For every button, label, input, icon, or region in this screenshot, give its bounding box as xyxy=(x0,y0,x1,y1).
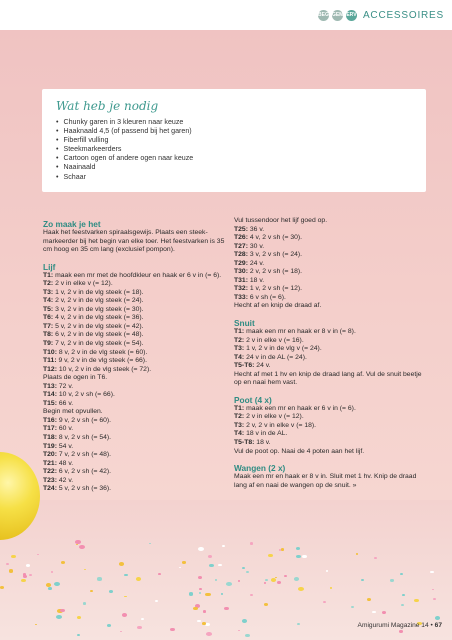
intro-text: Haak het feestvarken spiraalsgewijs. Plaats een steek-markeerder bij het begin van elke toer. Het feestvarken is 35 cm hoog en 35 cm lang (exclusief pompon). xyxy=(43,229,225,254)
instruction-row xyxy=(43,289,226,298)
instruction-row xyxy=(43,451,226,460)
confetti-dot xyxy=(208,555,212,558)
materials-item: • Naainaald xyxy=(56,163,193,172)
row-label: T33: xyxy=(234,293,248,301)
row-label: T5-T6: xyxy=(234,362,255,370)
confetti-dot xyxy=(83,602,86,604)
instruction-row xyxy=(234,226,424,235)
instruction-row xyxy=(234,430,424,439)
confetti-dot xyxy=(61,561,65,564)
row-text: Begin met opvullen. xyxy=(43,408,103,416)
confetti-dot xyxy=(275,577,277,579)
instruction-row xyxy=(43,331,226,340)
row-text: 7 v, 2 v in de vlg steek (= 54). xyxy=(53,340,144,348)
confetti-dot xyxy=(155,600,157,602)
row-text: 10 v, 2 v sh (= 66). xyxy=(56,391,115,399)
instruction-row xyxy=(234,243,424,252)
confetti-dot xyxy=(242,619,247,623)
confetti-dot xyxy=(182,561,186,563)
confetti-dot xyxy=(60,609,64,612)
instruction-row xyxy=(43,297,226,306)
instruction-row xyxy=(43,272,226,281)
instruction-row xyxy=(43,366,226,375)
confetti-dot xyxy=(221,593,223,595)
row-text: 1 v, 2 v in de vlg steek (= 18). xyxy=(53,288,144,296)
materials-item: • Cartoon ogen of andere ogen naar keuze xyxy=(56,154,193,163)
instruction-row xyxy=(234,302,424,311)
row-text: 5 v, 2 v sh (= 36). xyxy=(56,485,112,493)
confetti-dot xyxy=(296,547,300,550)
instruction-row xyxy=(43,374,226,383)
instruction-row xyxy=(43,280,226,289)
confetti-dot xyxy=(75,540,80,544)
row-text: 4 v, 2 v in de vlg steek (= 36). xyxy=(53,314,144,322)
row-text: 48 v. xyxy=(56,459,74,467)
materials-list xyxy=(56,118,193,182)
instruction-row xyxy=(43,314,226,323)
confetti-dot xyxy=(170,628,175,632)
row-text: maak een mr met de hoofdkleur en haak er 6 v in (= 6). xyxy=(53,271,222,279)
instruction-row xyxy=(43,306,226,315)
row-label: T13: xyxy=(43,382,57,390)
left-column xyxy=(43,217,226,494)
row-label: T30: xyxy=(234,268,248,276)
instruction-row xyxy=(234,439,424,448)
confetti-dot xyxy=(29,574,32,576)
confetti-dot xyxy=(0,586,4,589)
row-text: 7 v, 2 v sh (= 48). xyxy=(56,451,112,459)
section-label: ACCESSOIRES xyxy=(362,10,444,21)
instruction-row xyxy=(234,337,424,346)
instruction-row xyxy=(43,383,226,392)
poot-rows xyxy=(234,405,424,456)
row-text: 10 v, 2 v in de vlg steek (= 72). xyxy=(56,365,152,373)
row-label: T1: xyxy=(234,404,245,412)
page-footer xyxy=(358,622,442,629)
row-text: 18 v. xyxy=(247,276,265,284)
row-text: 1 v, 2 v in de vlg v (= 24). xyxy=(244,345,322,353)
row-text: 5 v, 2 v in de vlg steek (= 42). xyxy=(53,322,144,330)
row-label: T6: xyxy=(43,314,54,322)
row-label: T8: xyxy=(43,331,54,339)
row-text: 54 v. xyxy=(56,442,74,450)
row-text: 3 v, 2 v in de vlg steek (= 30). xyxy=(53,305,144,313)
wangen-text: Maak een mr en haak er 8 v in. Sluit met 1 hv. Knip de draad lang af en naai de wangen op de snuit. » xyxy=(234,473,417,489)
instruction-row xyxy=(43,468,226,477)
row-label: T16: xyxy=(43,416,57,424)
confetti-dot xyxy=(264,603,268,606)
row-label: T19: xyxy=(43,442,57,450)
confetti-dot xyxy=(250,542,253,544)
row-text: 18 v. xyxy=(254,439,271,447)
row-text: 72 v. xyxy=(56,382,74,390)
materials-item: • Haaknaald 4,5 (of passend bij het garen) xyxy=(56,127,193,136)
row-label: T3: xyxy=(43,288,54,296)
wangen-heading: Wangen (2 x) xyxy=(234,463,286,474)
section-tag xyxy=(318,10,444,21)
instruction-row xyxy=(234,251,424,260)
right-column xyxy=(234,217,424,490)
row-text: 36 v. xyxy=(247,225,265,233)
row-label: T15: xyxy=(43,399,57,407)
instruction-row xyxy=(43,391,226,400)
confetti-dot xyxy=(202,622,206,625)
row-text: 2 v in elke v (= 12). xyxy=(53,280,113,288)
materials-card xyxy=(42,89,426,192)
row-text: 24 v in de AL (= 24). xyxy=(244,353,307,361)
instruction-row xyxy=(43,323,226,332)
row-label: T21: xyxy=(43,459,57,467)
instruction-row xyxy=(234,328,424,337)
instruction-row xyxy=(234,285,424,294)
row-text: 24 v. xyxy=(254,362,271,370)
confetti-dot xyxy=(400,573,403,575)
body-heading: Lijf xyxy=(43,261,56,272)
instruction-row xyxy=(43,417,226,426)
row-text: 1 v, 2 v sh (= 12). xyxy=(247,285,303,293)
instruction-row xyxy=(234,371,424,388)
confetti-dot xyxy=(294,577,299,581)
row-label: T11: xyxy=(43,357,57,365)
category-dot-2: GEM xyxy=(332,10,343,21)
row-text: 9 v, 2 v sh (= 60). xyxy=(56,416,112,424)
row-label: T4: xyxy=(234,430,245,438)
instruction-row xyxy=(43,443,226,452)
instruction-row xyxy=(43,400,226,409)
row-label: T2: xyxy=(43,280,54,288)
confetti-dot xyxy=(26,564,30,567)
row-label: T9: xyxy=(43,340,54,348)
row-text: 2 v in elke v (= 16). xyxy=(244,336,304,344)
confetti-dot xyxy=(238,580,240,582)
instruction-row xyxy=(234,217,424,226)
row-label: T2: xyxy=(234,413,245,421)
snuit-heading: Snuit xyxy=(234,318,255,329)
confetti-dot xyxy=(390,579,394,581)
instruction-row xyxy=(234,362,424,371)
materials-item: • Steekmarkeerders xyxy=(56,145,193,154)
instruction-row xyxy=(234,413,424,422)
confetti-dot xyxy=(122,613,127,617)
instruction-row xyxy=(234,268,424,277)
row-text: Vul de poot op. Naai de 4 poten aan het lijf. xyxy=(234,447,365,455)
confetti-dot xyxy=(250,594,252,596)
row-label: T1: xyxy=(43,271,54,279)
row-label: T18: xyxy=(43,434,57,442)
instruction-row xyxy=(43,485,226,494)
instruction-row xyxy=(234,422,424,431)
row-text: 60 v. xyxy=(56,425,74,433)
row-text: 18 v in de AL. xyxy=(244,430,288,438)
confetti-dot xyxy=(48,587,52,590)
instruction-row xyxy=(234,234,424,243)
confetti-dot xyxy=(268,554,273,557)
confetti-dot xyxy=(203,610,206,612)
instruction-row xyxy=(234,260,424,269)
confetti-dot xyxy=(351,606,354,608)
instruction-row xyxy=(234,354,424,363)
snuit-rows xyxy=(234,328,424,388)
confetti-dot xyxy=(361,579,363,581)
page-number: 67 xyxy=(434,622,442,629)
confetti-dot xyxy=(11,555,16,558)
confetti-dot xyxy=(51,571,53,573)
confetti-dot xyxy=(97,577,102,580)
instruction-row xyxy=(234,277,424,286)
body-rows xyxy=(43,272,226,494)
footer-bullet: • xyxy=(430,622,433,629)
confetti-dot xyxy=(302,555,306,558)
row-text: 6 v, 2 v sh (= 42). xyxy=(56,468,112,476)
row-label: T5-T8: xyxy=(234,439,255,447)
row-label: T24: xyxy=(43,485,57,493)
confetti-dot xyxy=(77,616,81,619)
confetti-dot xyxy=(206,632,212,636)
materials-item: • Chunky garen in 3 kleuren naar keuze xyxy=(56,118,193,127)
row-label: T31: xyxy=(234,276,248,284)
row-label: T29: xyxy=(234,259,248,267)
row-text: 4 v, 2 v sh (= 30). xyxy=(247,234,303,242)
confetti-dot xyxy=(226,582,232,586)
row-text: 2 v in elke v (= 12). xyxy=(244,413,304,421)
instruction-row xyxy=(43,349,226,358)
confetti-dot xyxy=(189,592,194,595)
instruction-row xyxy=(43,425,226,434)
confetti-floor xyxy=(0,500,452,640)
row-label: T32: xyxy=(234,285,248,293)
row-label: T20: xyxy=(43,451,57,459)
row-text: 42 v. xyxy=(56,476,74,484)
row-label: T25: xyxy=(234,225,248,233)
confetti-dot xyxy=(119,562,124,565)
row-label: T10: xyxy=(43,348,57,356)
confetti-dot xyxy=(23,573,26,575)
materials-item: • Schaar xyxy=(56,173,193,182)
row-label: T5: xyxy=(43,305,54,313)
row-text: maak een mr en haak er 8 v in (= 8). xyxy=(244,328,356,336)
row-label: T7: xyxy=(43,322,54,330)
row-label: T4: xyxy=(43,297,54,305)
category-dot-3: ERV xyxy=(346,10,357,21)
materials-item: • Fiberfill vulling xyxy=(56,136,193,145)
instruction-row xyxy=(43,340,226,349)
materials-title: Wat heb je nodig xyxy=(56,99,159,113)
row-label: T1: xyxy=(234,328,245,336)
instruction-row xyxy=(234,345,424,354)
instruction-row xyxy=(43,434,226,443)
row-text: 8 v, 2 v in de vlg steek (= 60). xyxy=(56,348,148,356)
row-label: T2: xyxy=(234,336,245,344)
row-text: 2 v, 2 v in elke v (= 18). xyxy=(244,421,317,429)
row-label: T26: xyxy=(234,234,248,242)
row-text: 66 v. xyxy=(56,399,74,407)
instruction-row xyxy=(43,477,226,486)
row-text: 2 v, 2 v sh (= 18). xyxy=(247,268,303,276)
confetti-dot xyxy=(79,545,85,549)
confetti-dot xyxy=(124,574,127,576)
row-text: 9 v, 2 v in de vlg steek (= 66). xyxy=(56,357,147,365)
row-text: 3 v, 2 v sh (= 24). xyxy=(247,251,303,259)
confetti-dot xyxy=(277,581,281,584)
row-label: T27: xyxy=(234,242,248,250)
confetti-dot xyxy=(107,624,111,627)
confetti-dot xyxy=(242,567,245,569)
intro-heading: Zo maak je het xyxy=(43,219,101,229)
instruction-row xyxy=(43,408,226,417)
magazine-name: Amigurumi Magazine 14 xyxy=(357,622,429,629)
row-label: T12: xyxy=(43,365,57,373)
row-text: Vul tussendoor het lijf goed op. xyxy=(234,217,328,224)
confetti-dot xyxy=(199,588,201,590)
row-text: 24 v. xyxy=(247,259,265,267)
confetti-dot xyxy=(215,579,217,580)
row-text: Hecht af en knip de draad af. xyxy=(234,302,322,310)
confetti-dot xyxy=(198,576,202,579)
row-text: Plaats de ogen in T6. xyxy=(43,374,108,382)
confetti-dot xyxy=(136,577,142,581)
confetti-dot xyxy=(271,578,276,582)
row-text: 2 v, 2 v in de vlg steek (= 24). xyxy=(53,297,144,305)
confetti-dot xyxy=(296,555,301,558)
category-dot-1: BEG xyxy=(318,10,329,21)
confetti-dot xyxy=(9,569,13,572)
confetti-dot xyxy=(399,630,403,632)
row-text: maak een mr en haak er 6 v in (= 6). xyxy=(244,404,356,412)
instruction-row xyxy=(234,405,424,414)
row-label: T4: xyxy=(234,353,245,361)
confetti-dot xyxy=(323,601,326,603)
body-rows-continued xyxy=(234,217,424,311)
confetti-dot xyxy=(46,583,51,587)
row-text: 6 v sh (= 6). xyxy=(247,293,286,301)
confetti-dot xyxy=(193,607,198,611)
confetti-dot xyxy=(158,573,160,575)
row-label: T3: xyxy=(234,421,245,429)
instruction-row xyxy=(43,460,226,469)
instruction-row xyxy=(43,357,226,366)
row-text: 6 v, 2 v in de vlg steek (= 48). xyxy=(53,331,144,339)
row-label: T3: xyxy=(234,345,245,353)
confetti-dot xyxy=(109,590,113,593)
row-text: Hecht af met 1 hv en knip de draad lang af. Vul de snuit beetje op en naai hem vast. xyxy=(234,370,422,387)
row-label: T17: xyxy=(43,425,57,433)
row-label: T14: xyxy=(43,391,57,399)
row-label: T23: xyxy=(43,476,57,484)
row-text: 30 v. xyxy=(247,242,265,250)
confetti-dot xyxy=(264,582,266,584)
confetti-dot xyxy=(6,563,8,565)
row-label: T28: xyxy=(234,251,248,259)
row-label: T22: xyxy=(43,468,57,476)
instruction-row xyxy=(234,448,424,457)
poot-heading: Poot (4 x) xyxy=(234,394,272,405)
instruction-row xyxy=(234,294,424,303)
confetti-dot xyxy=(402,594,404,596)
confetti-dot xyxy=(297,623,300,625)
row-text: 8 v, 2 v sh (= 54). xyxy=(56,434,112,442)
